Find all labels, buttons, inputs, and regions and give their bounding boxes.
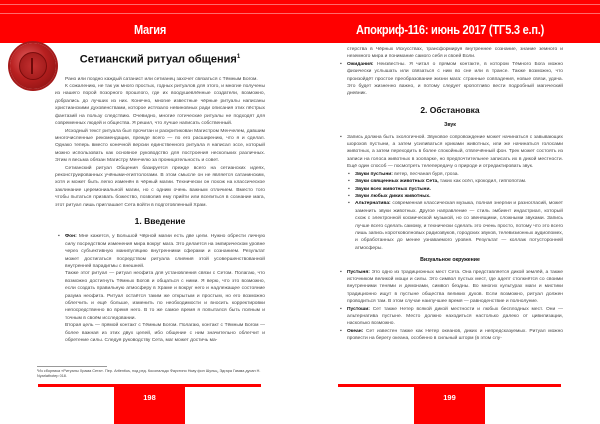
paragraph: Рано или поздно каждый сатанист или сетианец захочет связаться с Тёмным Богом.	[65, 76, 258, 82]
article-title: Сетианский ритуал общения$^1$	[79, 53, 241, 66]
paragraph: Исходный текст ритуала был прочитан и раскритикован Магистром Менчелем, давшим многочисленные рекомендации, прежде всего — по его расширению, что я и сделал. Однако теперь вместо конечной версии единственного ритуала я написал эссе, который можно использовать как основное руководство для построения нескольких различных. Этим я весьма обязан Магистру Менчелю за проницательность и совет.	[55, 128, 265, 164]
section-heading: 1. Введение	[134, 215, 186, 226]
paragraph: Вторая цель — прямой контакт с Тёмным Богом. Полагаю, контакт с Тёмным Богом — более важная из этих двух целей, ибо общение с ним значительно облегчит и обретение силы. Следуя руководству Сета, маг может достичь ма-	[65, 323, 265, 344]
subheading-sound: Звук	[444, 122, 456, 129]
visual-item: ▪ Пустоши: Сет также Нетер всякой дикой местности и любых бесплодных мест. Они — альтернатива пустыне. Место должно находиться настолько далеко от цивилизации, насколько возможно.	[347, 306, 563, 328]
page-number: 198	[143, 393, 156, 402]
page-number: 199	[443, 393, 456, 402]
footnote-divider	[37, 366, 107, 367]
sound-item: ▪ Звуки священных животных Сета, таких как осёл, крокодил, гиппопотам.	[355, 178, 563, 185]
wax-seal-icon	[10, 43, 56, 89]
page-number-box	[114, 387, 185, 424]
bullet-continuation: стерства в Чёрных Искусствах, трансформируя внутреннее сознание, знание земного и неземного мира и понимание самого себя и своей Воли.	[347, 47, 563, 60]
article-column	[337, 46, 563, 343]
subheading-visual: Визуальное окружение	[420, 257, 480, 264]
sound-item: ▪ Звуки пустыни: ветер, песчаная буря, гроза.	[355, 171, 563, 178]
paragraph: Также этот ритуал — ритуал неофита для установления связи с Сетом. Полагаю, что возможно достигнуть Тёмных Богов и общаться с ними. Я верю, что это возможно, если создать правильную атмосферу в Храме и вокруг него и надлежащее состояние разума неофита. Ритуал остаётся таким же открытым и простым, но его возможно облегчить и ещё больше, изменить по необходимости и вносить корректировки непосредственно во время него. В то же самое время я попытался быть полным и точным в своём исследовании.	[65, 271, 265, 321]
footnote-mark: 1	[236, 54, 241, 60]
sound-item: ▪ Звуки любых диких животных.	[355, 193, 563, 200]
section-title: Магия	[133, 22, 167, 37]
sound-item: ▪ Альтернатива: современная классическая музыка, полная энергии и разногласий, может заменить звуки животных. Другое направление — стиль эмбиент индастриал, который схож с электронной космической музыкой, но со звенящими, сложными звуками. Запись лучше всего сделать самому, и технически сделать это очень просто, потому что это всего лишь запись коротковолновых радиозвуков, городских звуков, телевизионных аудиопомех, и обработанных до менее узнаваемого уровня. Результат — коллаж потусторонней атмосферы.	[355, 200, 563, 252]
page-number-box	[414, 387, 485, 424]
visual-item: ▪ Пустыня: Это одно из традиционных мест Сета. Она представляется дикой землёй, а также источником великой мощи и силы. Это символ пустых мест, где адепт столкнётся со своими внутренними тенями и демонами, символ бездны. Во многих культурах маги и мистики традиционно ищут в пустыне общества великих духов. Если возможно, ритуал должен проводиться там. В этом случае наилучшее время — равноденствие и полнолуние.	[347, 269, 563, 306]
visual-item: ▪ Океан: Сет известен также как Нетер океанов, диких и непредсказуемых. Ритуал можно провести на берегу океана, особенно в сильный шторм (в этом слу-	[347, 328, 563, 343]
right-page	[300, 0, 600, 424]
article-column	[55, 50, 265, 344]
issue-title: Апокриф-116: июнь 2017 (ΤΓ5.3 е.п.)	[355, 22, 545, 37]
section-heading: 2. Обстановка	[420, 104, 480, 115]
bullet-sound: ▪ Запись должна быть эхологичной. Звуковое сопровождение может начинаться с завывающих шорохов пустыни, а затем усиливаться криками животных, или же начинаться голосами животных, а затем переходить в более спокойный, отвлечённый фон. Трек может состоять из записи на голоса животных в зоопарке, но предпочтительнее записать их в дикой местности. Ещё один способ — посмотреть телепередачу о природе и отредактировать звук. ▪ Звуки пустыни: ветер, песчаная буря, гроза. ▪ Звуки священных животных Сета, таких как осёл, крокодил, гиппопотам. ▪ Звуки всех животных пустыни. ▪ Звуки любых диких животных. ▪ Альтернатива: современная классическая музыка, полная энергии и разногласий, может заменить звуки животных. Другое направление — стиль эмбиент индастриал, который схож с электронной космической музыкой, но со звенящими, сложными звуками. Запись лучше всего сделать самому, и технически сделать это очень просто, потому что это всего лишь запись коротковолновых радиозвуков, городских звуков, телевизионных аудиопомех, и обработанных до менее узнаваемого уровня. Результат — коллаж потусторонней атмосферы.	[347, 134, 563, 253]
footnote: ¹Из сборника «Ритуалы Храма Сета». Пер. Artlentius, под ред. Косопальдо Фаустино Ньву фон Шульц, Эдгара Гамма дусан Н. Nyarlathotep 018.	[37, 369, 261, 378]
paragraph: Сетианский ритуал Общения базируется прежде всего на сетианских идеях, реконструированных учёными-египтологами. В этом смысле он не является сатанинским, хотя и может быть легко изменён в чёрный магии. Технически он похож на классическое заклинание церемониальной магии, но с одним очень важным отличием. Вместо того чтобы пытаться призвать божество, позволив ему прийти или вселиться в сознание мага, этот ритуал лишь приглашает Сета войти в подготовленный Храм.	[55, 165, 265, 208]
bullet-background: ▪ Фон: Мне кажется, у Большой Чёрной магии есть две цели. Нужно обрести личную силу посредством изменения мира вокруг мага. Это делается на эмпирическом уровне через субъективную манипуляцию внутренними сферами и сознанием. Результат может достигаться посредством ритуала слияния этой усовершенствованной внутренней парадигмы с внешней. Также этот ритуал — ритуал неофита для установления связи с Сетом. Полагаю, что возможно достигнуть Тёмных Богов и общаться с ними. Я верю, что это возможно, если создать правильную атмосферу в Храме и вокруг него и надлежащее состояние разума неофита. Ритуал остаётся таким же открытым и простым, но его возможно облегчить и ещё больше, изменить по необходимости и вносить корректировки непосредственно во время него. В то же самое время я попытался быть полным и точным в своём исследовании. Вторая цель — прямой контакт с Тёмным Богом. Полагаю, контакт с Тёмным Богом — более важная из этих двух целей, ибо общение с ним значительно облегчит и обретение силы. Следуя руководству Сета, маг может достичь ма-	[65, 233, 265, 344]
header-band	[300, 0, 600, 43]
header-band	[0, 0, 300, 43]
sound-item: ▪ Звуки всех животных пустыни.	[355, 186, 563, 193]
bullet-expectations: ▪ Ожидания: Неизвестны. Я читал о прямом контакте, в котором Тёмного Бога можно физически услышать или связаться с ним во сне или в трансе. Также возможно, что произойдёт простое преобразование жизни мага: странные совпадения, новые связи, удача. Это будет жизненно важно, и потому следует кропотливо вести подробный магический дневник.	[347, 61, 563, 98]
paragraph: К сожалению, не так уж много простых, годных ритуалов для этого, и многие получены из нашего порой позорного прошлого, где их воодушевлённые создатели, возможно, добрались до лучших из них. Конечно, многие известные чёрные ритуалы написаны христианскими духовенствами, которое истязало невиновных ради описания этих пёстрых фантазий на пользу следствию. Очевидно, многие готические ритуалы не подходят для современных людей и общества. Я решил, что лучше написать собственный.	[55, 84, 265, 127]
